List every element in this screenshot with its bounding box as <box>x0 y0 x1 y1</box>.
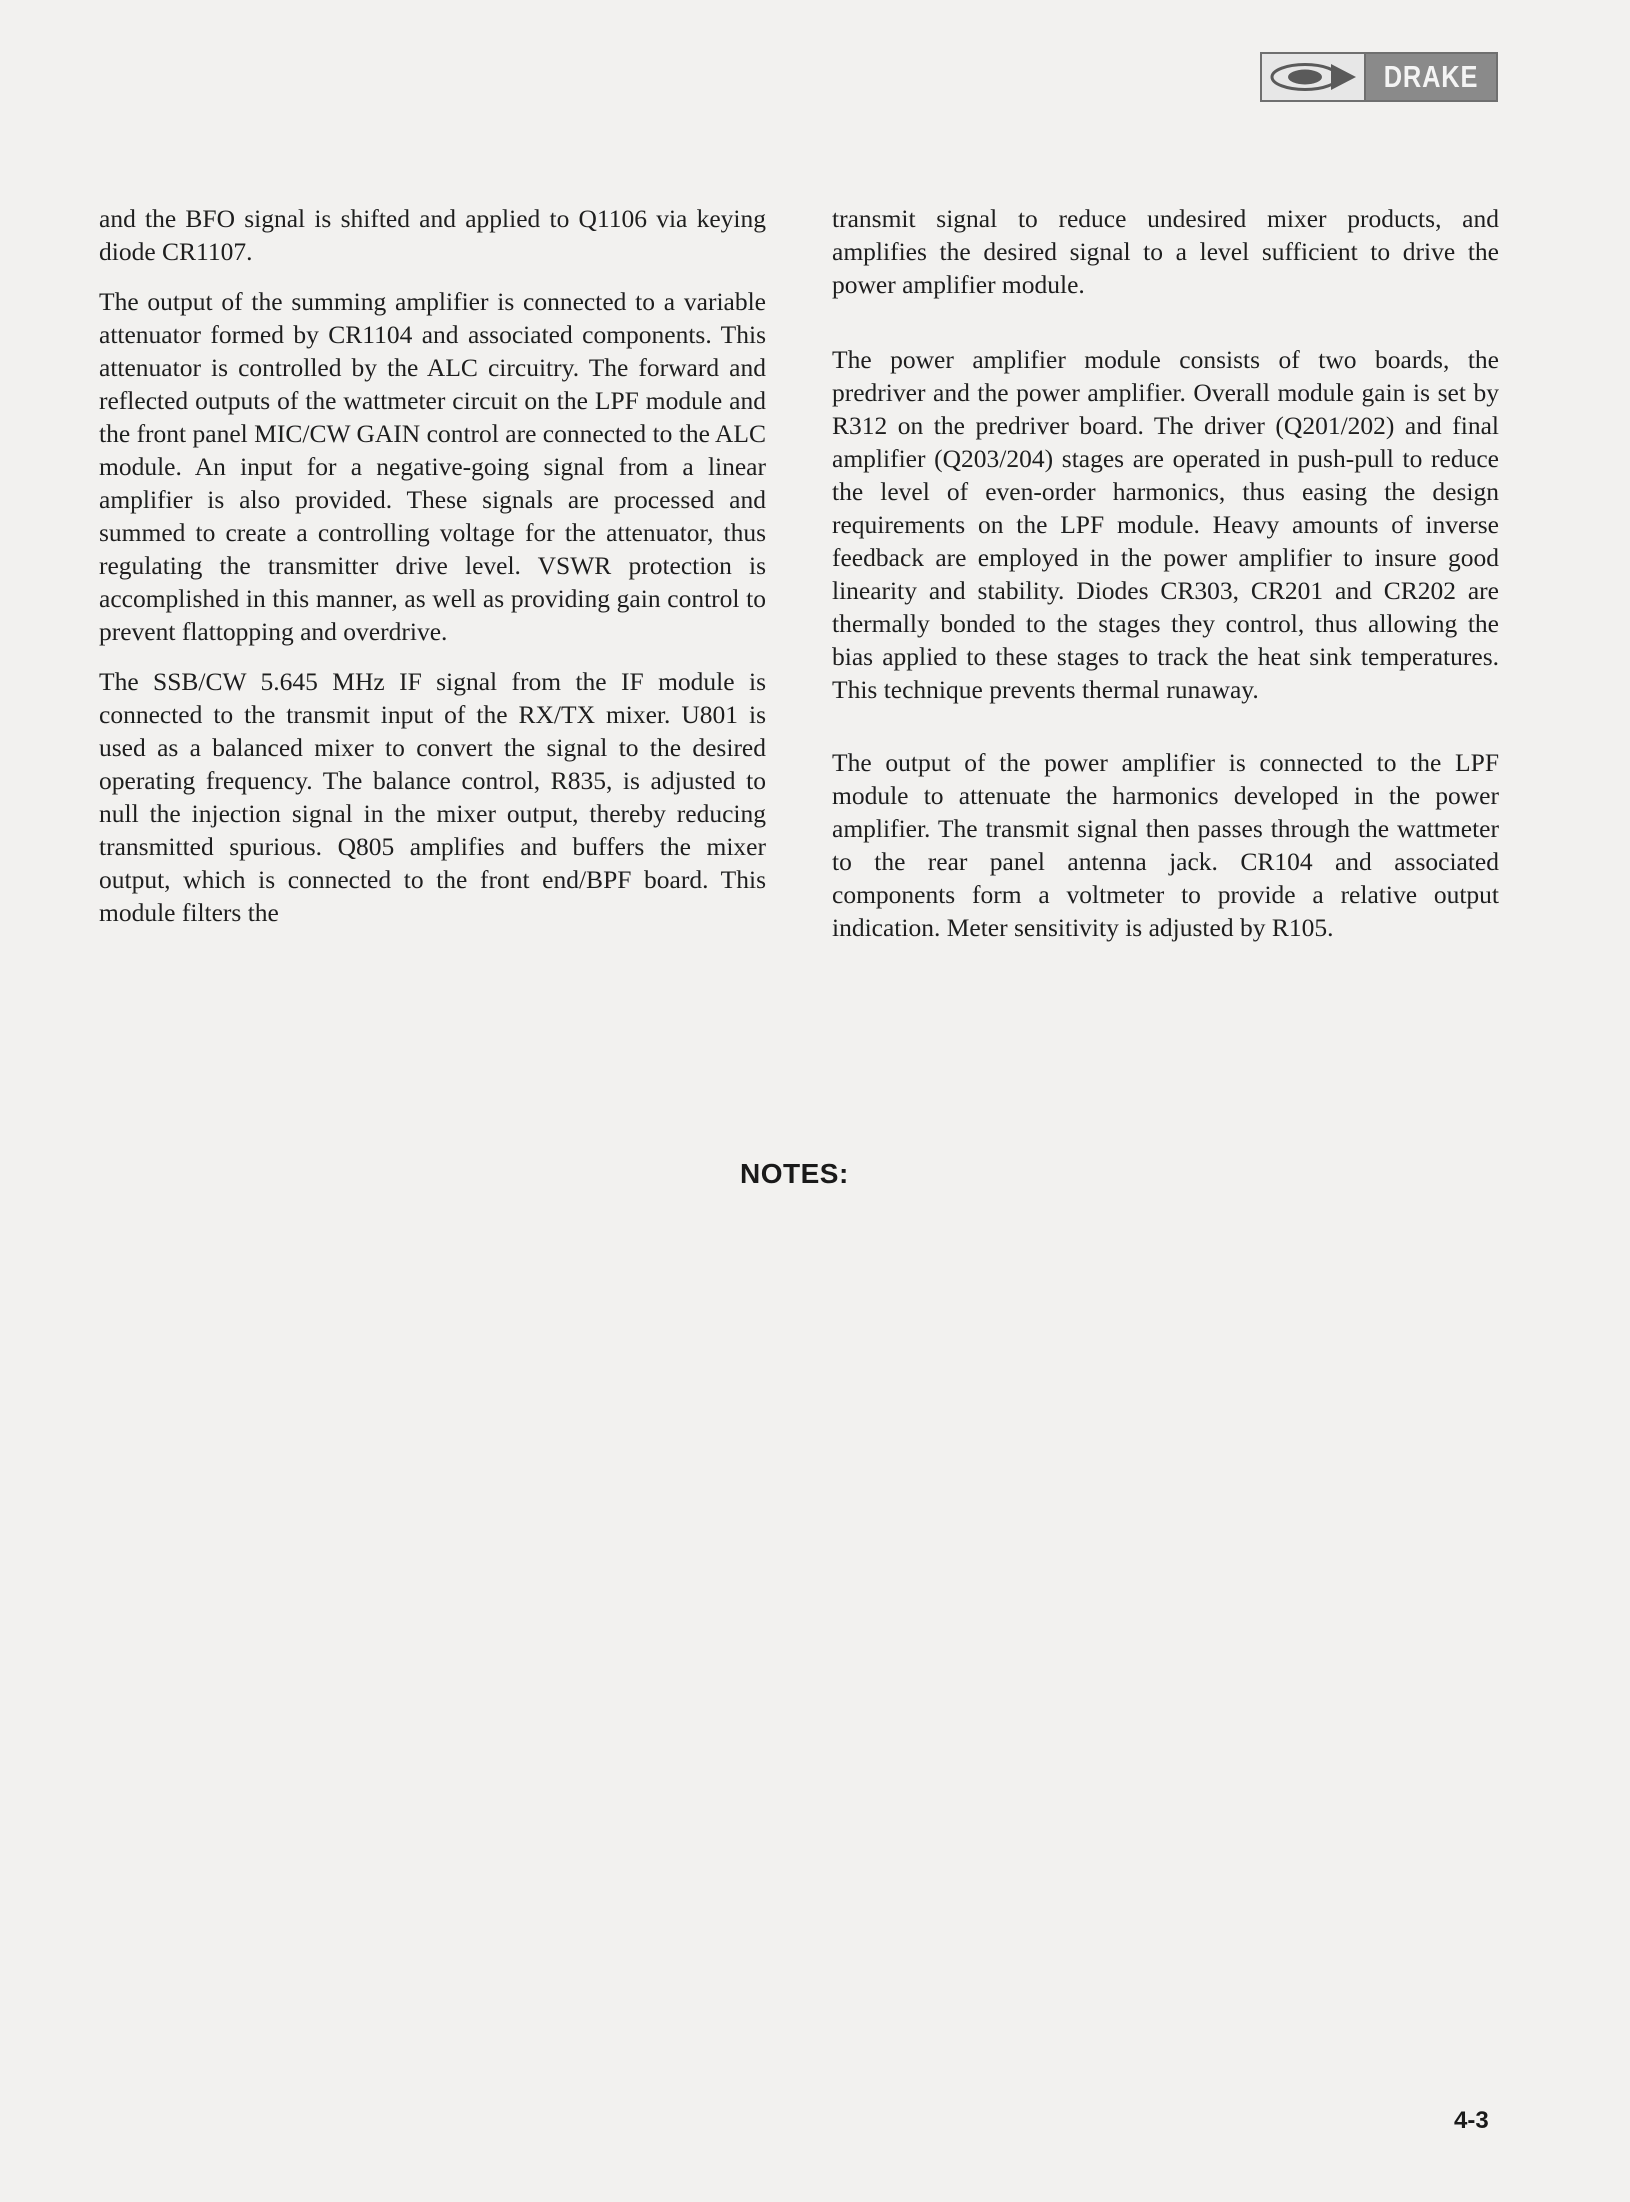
paragraph: and the BFO signal is shifted and applied to Q1106 via keying diode CR1107. <box>99 204 766 266</box>
drake-logo <box>1260 52 1498 102</box>
page-number: 4-3 <box>1454 2107 1489 2134</box>
paragraph: The output of the summing amplifier is connected to a variable attenuator formed by CR1104 and associated components. This attenuator is controlled by the ALC circuitry. The forward and reflected outputs of the wattmeter circuit on the LPF module and the front panel MIC/CW GAIN control are connected to the ALC module. An input for a negative-going signal from a linear amplifier is also provided. These signals are processed and summed to create a controlling voltage for the attenuator, thus regulating the transmitter drive level. VSWR protection is accomplished in this manner, as well as providing gain control to prevent flattopping and overdrive. <box>99 287 766 646</box>
notes-heading: NOTES: <box>740 1158 849 1189</box>
paragraph: transmit signal to reduce undesired mixer products, and amplifies the desired signal to a level sufficient to drive the power amplifier module. <box>832 204 1499 299</box>
paragraph: The SSB/CW 5.645 MHz IF signal from the IF module is connected to the transmit input of the RX/TX mixer. U801 is used as a balanced mixer to convert the signal to the desired operating frequency. The balance control, R835, is adjusted to null the injection signal in the mixer output, thereby reducing transmitted spurious. Q805 amplifies and buffers the mixer output, which is connected to the front end/BPF board. This module filters the <box>99 667 766 927</box>
logo-text: DRAKE <box>1383 59 1479 94</box>
paragraph: The power amplifier module consists of two boards, the predriver and the power amplifier. Overall module gain is set by R312 on the predriver board. The driver (Q201/202) and final amplifier (Q203/204) stages are operated in push-pull to reduce the level of even-order harmonics, thus easing the design requirements on the LPF module. Heavy amounts of inverse feedback are employed in the power amplifier to insure good linearity and stability. Diodes CR303, CR201 and CR202 are thermally bonded to the stages they control, thus allowing the bias applied to these stages to track the heat sink temperatures. This technique prevents thermal runaway. <box>832 345 1499 704</box>
paragraph: The output of the power amplifier is connected to the LPF module to attenuate the harmonics developed in the power amplifier. The transmit signal then passes through the wattmeter to the rear panel antenna jack. CR104 and associated components form a voltmeter to provide a relative output indication. Meter sensitivity is adjusted by R105. <box>832 748 1499 942</box>
right-column <box>832 202 1499 944</box>
emblem-arrow-icon <box>1267 60 1359 94</box>
drake-emblem-icon <box>1262 54 1366 100</box>
left-column <box>99 202 766 929</box>
